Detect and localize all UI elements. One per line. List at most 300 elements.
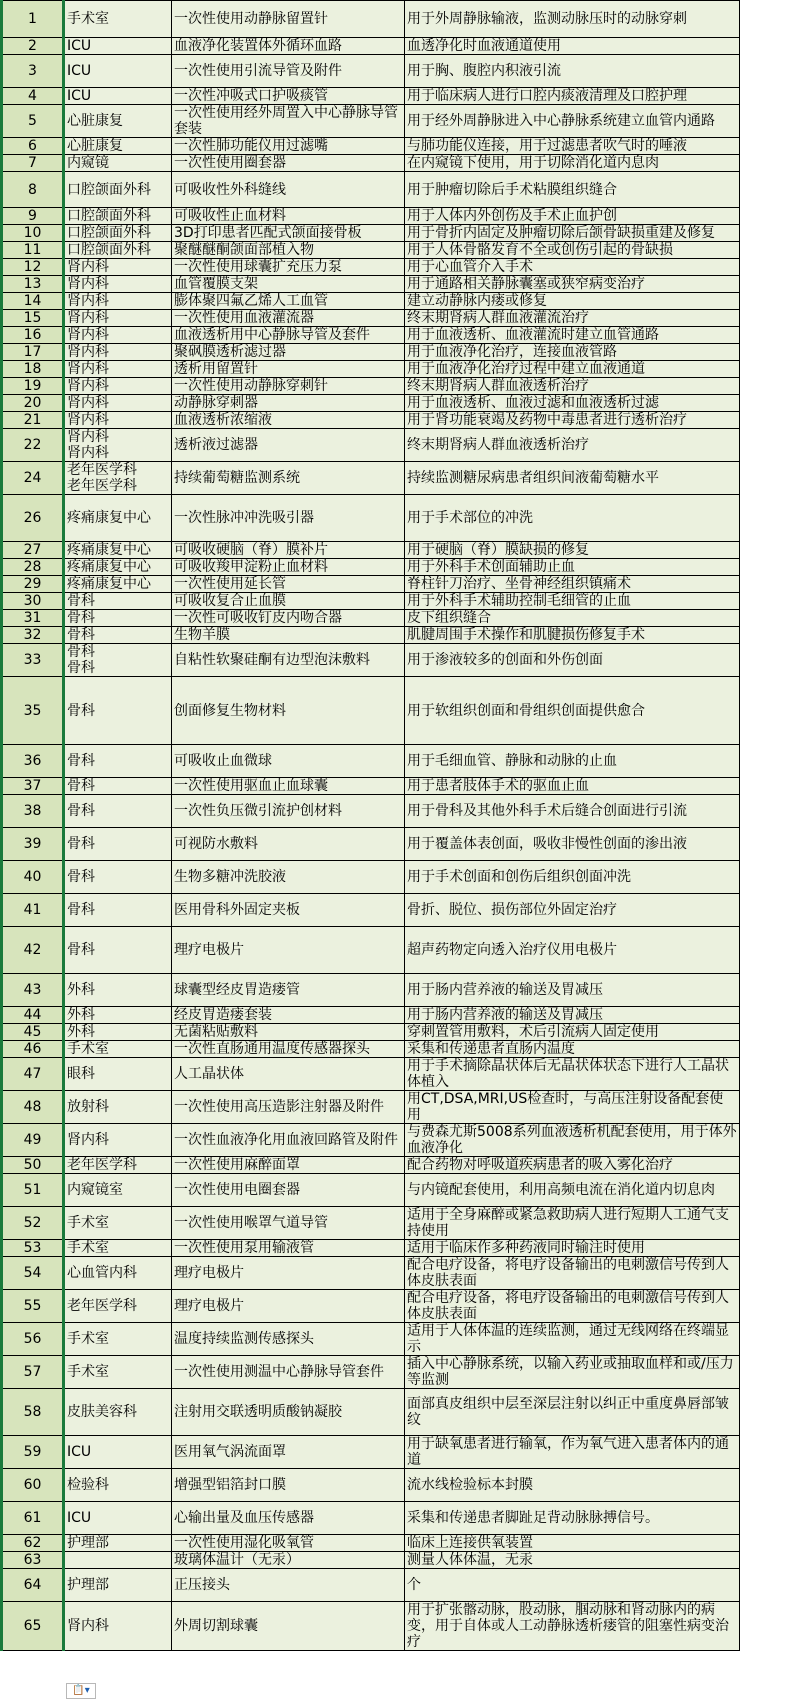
usage-cell[interactable] [405,795,740,828]
department-cell[interactable] [64,395,172,412]
usage-cell[interactable] [405,576,740,593]
usage-cell[interactable] [405,105,740,138]
product-name-cell-text: 透析液过滤器 [174,437,258,453]
row-number-cell[interactable] [2,576,64,593]
product-name-cell[interactable] [172,1157,405,1174]
product-name-cell[interactable] [172,1240,405,1257]
department-cell-text: 肾内科 [67,412,109,428]
usage-cell[interactable] [405,1356,740,1389]
product-name-cell-text: 一次性使用麻醉面罩 [174,1157,300,1173]
product-name-cell[interactable] [172,105,405,138]
department-cell[interactable] [64,1,172,38]
usage-cell[interactable] [405,38,740,55]
usage-cell[interactable] [405,677,740,745]
product-name-cell[interactable] [172,462,405,495]
row-number-cell[interactable] [2,1569,64,1602]
usage-cell[interactable] [405,55,740,88]
row-number-cell[interactable] [2,861,64,894]
row-number-cell[interactable] [2,1091,64,1124]
usage-cell[interactable] [405,259,740,276]
row-number-cell[interactable] [2,542,64,559]
product-name-cell[interactable] [172,1024,405,1041]
usage-cell[interactable] [405,644,740,677]
department-cell[interactable] [64,1124,172,1157]
department-cell-text: 肾内科 [67,361,109,377]
product-name-cell[interactable] [172,576,405,593]
department-cell[interactable] [64,1290,172,1323]
usage-cell[interactable] [405,395,740,412]
department-cell[interactable] [64,172,172,208]
department-cell-text: 肾内科 [67,1132,109,1148]
row-number-cell[interactable] [2,778,64,795]
row-number-cell[interactable] [2,677,64,745]
product-name-cell[interactable] [172,1469,405,1502]
department-cell[interactable] [64,627,172,644]
usage-cell[interactable] [405,1469,740,1502]
product-name-cell-text: 理疗电极片 [174,1265,244,1281]
product-name-cell[interactable] [172,745,405,778]
row-number-cell[interactable] [2,344,64,361]
product-name-cell[interactable] [172,172,405,208]
product-name-cell-text: 温度持续监测传感探头 [174,1331,314,1347]
row-number-cell[interactable] [2,1436,64,1469]
department-cell[interactable] [64,861,172,894]
row-number-cell[interactable] [2,395,64,412]
department-cell[interactable] [64,677,172,745]
department-cell[interactable] [64,559,172,576]
product-name-cell[interactable] [172,1356,405,1389]
usage-cell[interactable] [405,138,740,155]
usage-cell[interactable] [405,778,740,795]
usage-cell[interactable] [405,745,740,778]
department-cell[interactable] [64,1356,172,1389]
product-name-cell[interactable] [172,1174,405,1207]
usage-cell[interactable] [405,462,740,495]
department-cell[interactable] [64,828,172,861]
department-cell[interactable] [64,1436,172,1469]
usage-cell[interactable] [405,894,740,927]
department-cell[interactable] [64,344,172,361]
department-cell[interactable] [64,1535,172,1552]
department-cell[interactable] [64,1602,172,1651]
product-name-cell-text: 透析用留置针 [174,361,258,377]
department-cell[interactable] [64,327,172,344]
product-name-cell[interactable] [172,828,405,861]
department-cell[interactable] [64,1007,172,1024]
row-number-cell[interactable] [2,1552,64,1569]
product-name-cell[interactable] [172,593,405,610]
table-row [2,327,740,344]
department-cell[interactable] [64,778,172,795]
row-number-cell[interactable] [2,172,64,208]
product-name-cell-text: 一次性直肠通用温度传感器探头 [174,1041,370,1057]
product-name-cell-text: 可吸收羧甲淀粉止血材料 [174,559,328,575]
product-name-cell[interactable] [172,395,405,412]
product-name-cell[interactable] [172,1389,405,1436]
department-cell[interactable] [64,1240,172,1257]
usage-cell[interactable] [405,361,740,378]
table-row [2,412,740,429]
product-name-cell[interactable] [172,138,405,155]
usage-cell[interactable] [405,1240,740,1257]
usage-cell[interactable] [405,861,740,894]
product-name-cell[interactable] [172,1502,405,1535]
row-number-cell[interactable] [2,138,64,155]
product-name-cell[interactable] [172,1290,405,1323]
product-name-cell-text: 一次性使用球囊扩充压力泵 [174,259,342,275]
department-cell[interactable] [64,1174,172,1207]
row-number-cell-text: 20 [23,395,42,411]
product-name-cell[interactable] [172,861,405,894]
department-cell[interactable] [64,1323,172,1356]
row-number-cell[interactable] [2,276,64,293]
usage-cell[interactable] [405,1024,740,1041]
department-cell[interactable] [64,138,172,155]
row-number-cell[interactable] [2,208,64,225]
row-number-cell[interactable] [2,88,64,105]
product-name-cell[interactable] [172,344,405,361]
row-number-cell[interactable] [2,593,64,610]
department-cell[interactable] [64,310,172,327]
usage-cell[interactable] [405,1257,740,1290]
product-name-cell[interactable] [172,310,405,327]
row-number-cell[interactable] [2,1535,64,1552]
product-name-cell[interactable] [172,1552,405,1569]
row-number-cell[interactable] [2,462,64,495]
department-cell-text: 疼痛康复中心 [67,542,151,558]
product-name-cell[interactable] [172,495,405,542]
department-cell[interactable] [64,1389,172,1436]
department-cell[interactable] [64,1024,172,1041]
product-name-cell[interactable] [172,412,405,429]
row-number-cell[interactable] [2,1290,64,1323]
product-name-cell[interactable] [172,242,405,259]
usage-cell-text: 用于肠内营养液的输送及胃减压 [407,1007,603,1023]
department-cell[interactable] [64,1091,172,1124]
usage-cell[interactable] [405,1174,740,1207]
department-cell[interactable] [64,1058,172,1091]
table-row [2,1552,740,1569]
product-name-cell[interactable] [172,627,405,644]
row-number-cell[interactable] [2,1602,64,1651]
row-number-cell-text: 49 [23,1132,42,1148]
usage-cell[interactable] [405,310,740,327]
department-cell[interactable] [64,38,172,55]
usage-cell-text: 用于外科手术创面辅助止血 [407,559,575,575]
row-number-cell[interactable] [2,1502,64,1535]
usage-cell[interactable] [405,610,740,627]
department-cell[interactable] [64,1257,172,1290]
product-name-cell[interactable] [172,361,405,378]
product-name-cell[interactable] [172,677,405,745]
product-name-cell[interactable] [172,1091,405,1124]
empty-sheet-area[interactable] [0,1692,800,1701]
product-name-cell[interactable] [172,38,405,55]
department-cell[interactable] [64,429,172,462]
usage-cell[interactable] [405,242,740,259]
usage-cell[interactable] [405,627,740,644]
department-cell[interactable] [64,462,172,495]
product-name-cell[interactable] [172,778,405,795]
row-number-cell[interactable] [2,378,64,395]
department-cell-text: 肾内科 [67,276,109,292]
row-number-cell[interactable] [2,1356,64,1389]
department-cell[interactable] [64,542,172,559]
row-number-cell[interactable] [2,412,64,429]
row-number-cell[interactable] [2,429,64,462]
usage-cell[interactable] [405,1124,740,1157]
product-name-cell[interactable] [172,55,405,88]
row-number-cell-text: 17 [23,344,42,360]
department-cell[interactable] [64,1157,172,1174]
department-cell[interactable] [64,259,172,276]
department-cell[interactable] [64,644,172,677]
usage-cell-text: 超声药物定向透入治疗仪用电极片 [407,942,617,958]
product-name-cell-text: 创面修复生物材料 [174,702,286,719]
product-name-cell[interactable] [172,1124,405,1157]
row-number-cell[interactable] [2,242,64,259]
row-number-cell[interactable] [2,1257,64,1290]
row-number-cell[interactable] [2,361,64,378]
department-cell[interactable] [64,745,172,778]
department-cell[interactable] [64,610,172,627]
usage-cell-text: 用于心血管介入手术 [407,259,533,275]
row-number-cell[interactable] [2,559,64,576]
product-name-cell[interactable] [172,1,405,38]
product-name-cell[interactable] [172,276,405,293]
row-number-cell[interactable] [2,1007,64,1024]
usage-cell[interactable] [405,1058,740,1091]
department-cell-text: ICU [67,63,92,79]
row-number-cell[interactable] [2,894,64,927]
product-name-cell-text: 医用氧气涡流面罩 [174,1444,286,1460]
row-number-cell[interactable] [2,293,64,310]
usage-cell[interactable] [405,1157,740,1174]
usage-cell[interactable] [405,495,740,542]
department-cell[interactable] [64,1469,172,1502]
table-row [2,1091,740,1124]
department-cell[interactable] [64,378,172,395]
paste-options-icon[interactable]: 📋▾ [66,1683,96,1699]
usage-cell[interactable] [405,927,740,974]
usage-cell[interactable] [405,1552,740,1569]
row-number-cell[interactable] [2,795,64,828]
usage-cell[interactable] [405,378,740,395]
row-number-cell[interactable] [2,1174,64,1207]
department-cell[interactable] [64,155,172,172]
row-number-cell-text: 24 [23,470,42,486]
row-number-cell[interactable] [2,627,64,644]
usage-cell[interactable] [405,327,740,344]
department-cell[interactable] [64,795,172,828]
usage-cell[interactable] [405,225,740,242]
usage-cell[interactable] [405,276,740,293]
usage-cell[interactable] [405,542,740,559]
department-cell[interactable] [64,495,172,542]
row-number-cell-text: 37 [23,778,42,794]
row-number-cell[interactable] [2,38,64,55]
department-cell[interactable] [64,55,172,88]
usage-cell[interactable] [405,1535,740,1552]
row-number-cell[interactable] [2,327,64,344]
department-cell[interactable] [64,412,172,429]
row-number-cell[interactable] [2,155,64,172]
product-name-cell[interactable] [172,795,405,828]
product-name-cell-text: 血液净化装置体外循环血路 [174,38,342,54]
department-cell[interactable] [64,894,172,927]
product-name-cell[interactable] [172,1569,405,1602]
product-name-cell[interactable] [172,429,405,462]
row-number-cell[interactable] [2,495,64,542]
row-number-cell[interactable] [2,927,64,974]
department-cell[interactable] [64,593,172,610]
usage-cell[interactable] [405,1436,740,1469]
usage-cell[interactable] [405,1290,740,1323]
row-number-cell[interactable] [2,1058,64,1091]
product-name-cell[interactable] [172,378,405,395]
department-cell[interactable] [64,208,172,225]
product-name-cell[interactable] [172,1257,405,1290]
product-name-cell[interactable] [172,1535,405,1552]
table-row [2,644,740,677]
product-name-cell[interactable] [172,1058,405,1091]
row-number-cell[interactable] [2,1157,64,1174]
usage-cell-text: 终末期肾病人群血液透析治疗 [407,437,589,453]
product-name-cell[interactable] [172,1207,405,1240]
usage-cell[interactable] [405,429,740,462]
row-number-cell[interactable] [2,105,64,138]
department-cell[interactable] [64,576,172,593]
department-cell[interactable] [64,974,172,1007]
usage-cell[interactable] [405,593,740,610]
usage-cell[interactable] [405,1502,740,1535]
row-number-cell[interactable] [2,1240,64,1257]
product-name-cell[interactable] [172,327,405,344]
usage-cell-text: 用于血液净化治疗过程中建立血液通道 [407,361,645,377]
department-cell[interactable] [64,105,172,138]
row-number-cell[interactable] [2,225,64,242]
row-number-cell-text: 59 [23,1444,42,1460]
usage-cell[interactable] [405,172,740,208]
product-name-cell[interactable] [172,155,405,172]
usage-cell[interactable] [405,155,740,172]
row-number-cell[interactable] [2,1,64,38]
row-number-cell[interactable] [2,1389,64,1436]
department-cell[interactable] [64,225,172,242]
product-name-cell[interactable] [172,208,405,225]
usage-cell[interactable] [405,344,740,361]
usage-cell[interactable] [405,1207,740,1240]
row-number-cell-text: 61 [23,1510,42,1526]
product-name-cell[interactable] [172,1007,405,1024]
usage-cell[interactable] [405,1007,740,1024]
product-name-cell-text: 一次性使用驱血止血球囊 [174,778,328,794]
department-cell[interactable] [64,276,172,293]
product-name-cell[interactable] [172,894,405,927]
department-cell[interactable] [64,1041,172,1058]
product-name-cell[interactable] [172,1436,405,1469]
usage-cell[interactable] [405,293,740,310]
department-cell[interactable] [64,1552,172,1569]
product-name-cell[interactable] [172,293,405,310]
usage-cell[interactable] [405,1323,740,1356]
product-name-cell[interactable] [172,1041,405,1058]
product-name-cell[interactable] [172,542,405,559]
usage-cell[interactable] [405,208,740,225]
table-row [2,542,740,559]
usage-cell[interactable] [405,1569,740,1602]
product-name-cell[interactable] [172,225,405,242]
row-number-cell[interactable] [2,55,64,88]
usage-cell[interactable] [405,1091,740,1124]
product-name-cell[interactable] [172,259,405,276]
product-name-cell[interactable] [172,644,405,677]
product-name-cell[interactable] [172,1323,405,1356]
row-number-cell-text: 29 [23,576,42,592]
department-cell-text: ICU [67,38,92,54]
usage-cell[interactable] [405,1041,740,1058]
usage-cell[interactable] [405,412,740,429]
row-number-cell[interactable] [2,745,64,778]
department-cell[interactable] [64,1502,172,1535]
table-row [2,138,740,155]
department-cell[interactable] [64,293,172,310]
usage-cell[interactable] [405,559,740,576]
product-name-cell-text: 球囊型经皮胃造瘘管 [174,982,300,998]
product-name-cell[interactable] [172,88,405,105]
usage-cell-text: 用于血液净化治疗，连接血液管路 [407,344,617,360]
department-cell[interactable] [64,1207,172,1240]
table-row [2,828,740,861]
usage-cell[interactable] [405,1602,740,1651]
product-name-cell[interactable] [172,1602,405,1651]
product-name-cell[interactable] [172,610,405,627]
usage-cell[interactable] [405,88,740,105]
row-number-cell[interactable] [2,1323,64,1356]
department-cell[interactable] [64,927,172,974]
usage-cell[interactable] [405,974,740,1007]
row-number-cell[interactable] [2,1041,64,1058]
row-number-cell[interactable] [2,644,64,677]
usage-cell-text: 用于人体内外创伤及手术止血护创 [407,208,617,224]
row-number-cell[interactable] [2,1469,64,1502]
product-name-cell[interactable] [172,559,405,576]
row-number-cell[interactable] [2,974,64,1007]
row-number-cell[interactable] [2,610,64,627]
usage-cell[interactable] [405,1389,740,1436]
usage-cell[interactable] [405,828,740,861]
department-cell[interactable] [64,361,172,378]
row-number-cell[interactable] [2,259,64,276]
row-number-cell[interactable] [2,1124,64,1157]
usage-cell-text: 用于外周静脉输液，监测动脉压时的动脉穿刺 [407,11,687,27]
product-name-cell-text: 聚醚醚酮颌面部植入物 [174,242,314,258]
department-cell[interactable] [64,1569,172,1602]
usage-cell-text: 适用于人体体温的连续监测，通过无线网络在终端显示 [407,1323,729,1355]
department-cell[interactable] [64,88,172,105]
row-number-cell[interactable] [2,1024,64,1041]
row-number-cell[interactable] [2,310,64,327]
product-name-cell[interactable] [172,974,405,1007]
row-number-cell-text: 43 [23,982,42,998]
row-number-cell[interactable] [2,828,64,861]
department-cell[interactable] [64,242,172,259]
usage-cell-text: 流水线检验标本封膜 [407,1477,533,1493]
usage-cell[interactable] [405,1,740,38]
product-name-cell-text: 一次性使用圈套器 [174,155,286,171]
row-number-cell[interactable] [2,1207,64,1240]
product-name-cell[interactable] [172,927,405,974]
